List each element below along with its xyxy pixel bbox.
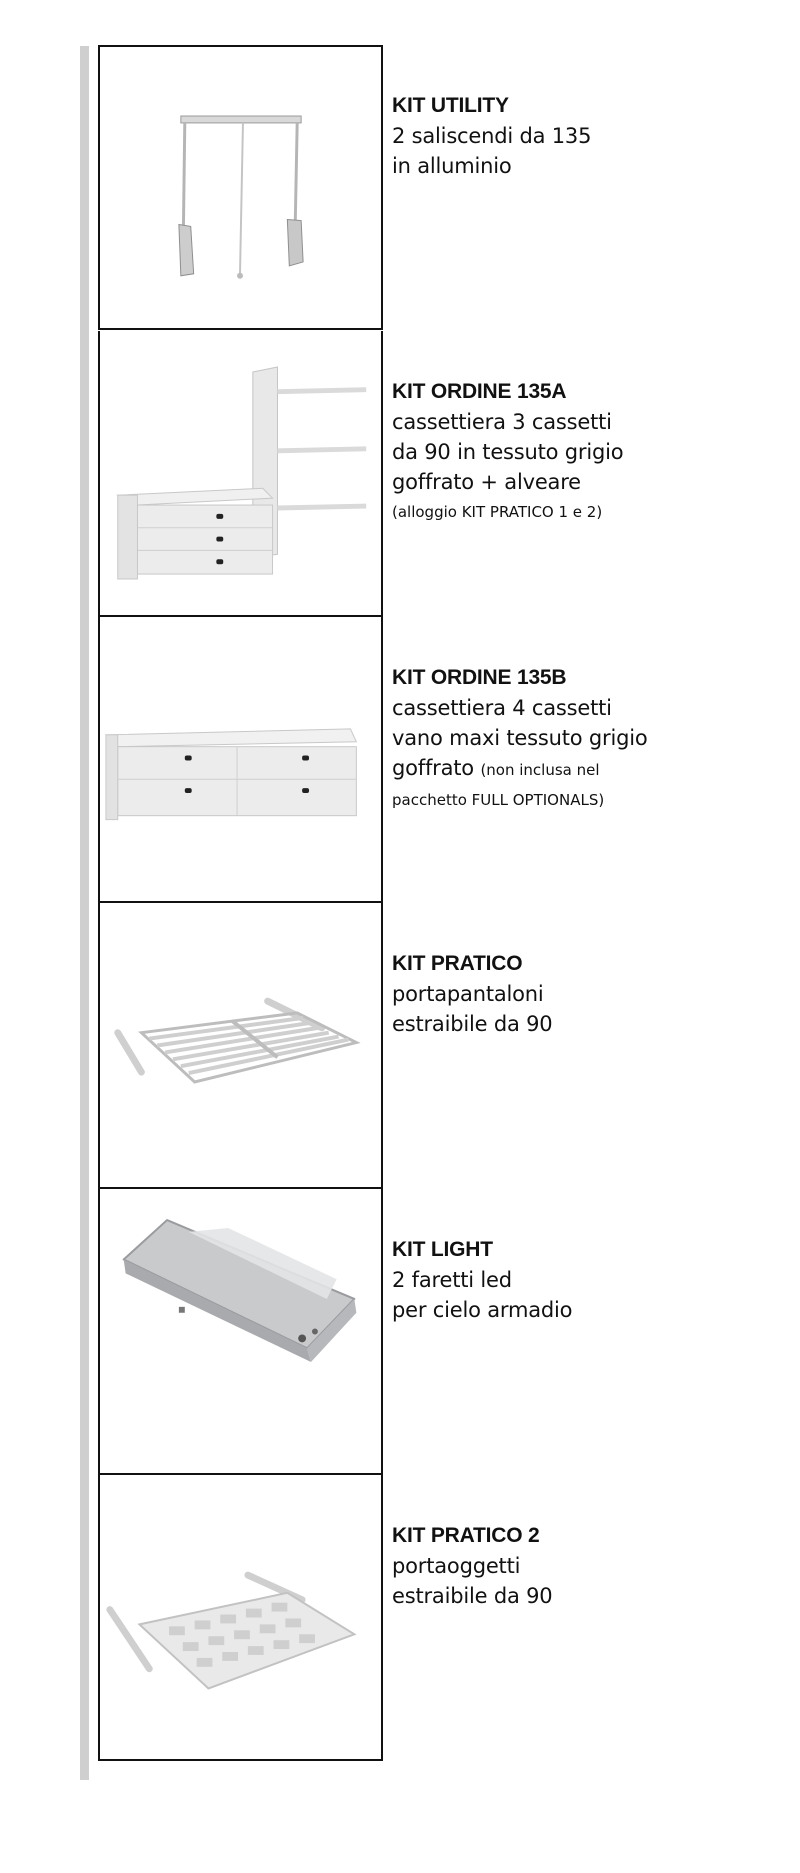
kit-list <box>98 45 698 1761</box>
kit-description-line: portaoggetti <box>392 1554 521 1578</box>
kit-description-line: cassettiera 4 cassetti <box>392 696 612 720</box>
kit-description-line: 2 saliscendi da 135 <box>392 124 592 148</box>
kit-image-frame <box>98 1189 383 1475</box>
kit-title: KIT PRATICO <box>392 952 523 975</box>
kit-description-line <box>392 753 692 785</box>
kit-title: KIT LIGHT <box>392 1238 493 1261</box>
kit-description-line: da 90 in tessuto grigio <box>392 440 624 464</box>
kit-image-frame <box>98 617 383 903</box>
kit-description-word: goffrato <box>392 756 474 780</box>
kit-text <box>392 1521 692 1611</box>
kit-title: KIT UTILITY <box>392 94 509 117</box>
kit-image-frame <box>98 45 383 330</box>
kit-text <box>392 377 692 527</box>
kit-text <box>392 663 692 815</box>
kit-text <box>392 1235 692 1325</box>
kit-description-line: vano maxi tessuto grigio <box>392 726 648 750</box>
kit-title: KIT ORDINE 135B <box>392 666 567 689</box>
kit-title: KIT PRATICO 2 <box>392 1524 540 1547</box>
kit-row-light <box>98 1189 698 1475</box>
led-spotlight-icon <box>100 1189 381 1473</box>
pull-out-trouser-rack-icon <box>100 903 381 1187</box>
three-drawer-unit-icon <box>100 331 381 615</box>
kit-row-pratico-2 <box>98 1475 698 1761</box>
kit-description-line: estraibile da 90 <box>392 1584 553 1608</box>
kit-description-line: per cielo armadio <box>392 1298 573 1322</box>
kit-description-line: goffrato + alveare <box>392 470 581 494</box>
kit-image-frame <box>98 331 383 617</box>
wardrobe-lift-icon <box>100 47 381 328</box>
pull-out-organizer-tray-icon <box>100 1475 381 1759</box>
kit-note: pacchetto FULL OPTIONALS) <box>392 791 605 809</box>
kit-row-ordine-135b <box>98 617 698 903</box>
kit-image-frame <box>98 903 383 1189</box>
four-drawer-unit-icon <box>100 617 381 901</box>
kit-description-line: 2 faretti led <box>392 1268 512 1292</box>
kit-text <box>392 949 692 1039</box>
kit-description-line: in alluminio <box>392 154 512 178</box>
kit-note: (non inclusa nel <box>480 761 600 779</box>
kit-description-line: cassettiera 3 cassetti <box>392 410 612 434</box>
kit-row-ordine-135a <box>98 331 698 617</box>
kit-row-utility <box>98 45 698 331</box>
kit-note: (alloggio KIT PRATICO 1 e 2) <box>392 503 603 521</box>
kit-description-line: estraibile da 90 <box>392 1012 553 1036</box>
kit-row-pratico <box>98 903 698 1189</box>
kit-text <box>392 91 692 181</box>
kit-image-frame <box>98 1475 383 1761</box>
kit-title: KIT ORDINE 135A <box>392 380 567 403</box>
kit-description-line: portapantaloni <box>392 982 544 1006</box>
left-margin-bar <box>80 46 89 1780</box>
